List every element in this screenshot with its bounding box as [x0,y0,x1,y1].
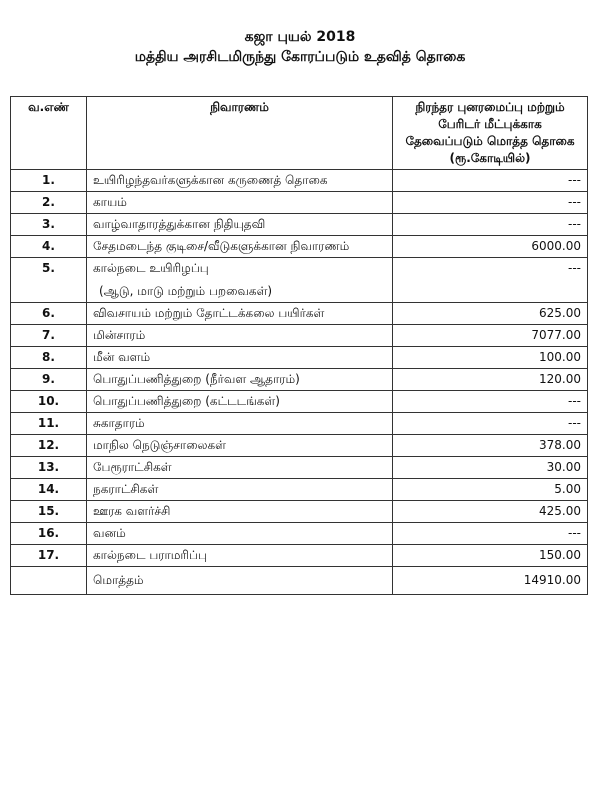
row-sno: 1. [11,170,87,192]
row-amount: --- [393,192,588,214]
row-description: மின்சாரம் [87,325,393,347]
row-description-note: (ஆடு, மாடு மற்றும் பறவைகள்) [99,284,273,298]
table-row [11,170,588,192]
table-row [11,545,588,567]
table-row [11,214,588,236]
row-amount: 100.00 [393,347,588,369]
row-sno: 17. [11,545,87,567]
row-amount: 5.00 [393,479,588,501]
row-sno: 11. [11,413,87,435]
row-description: மாநில நெடுஞ்சாலைகள் [87,435,393,457]
row-description: நகராட்சிகள் [87,479,393,501]
column-header-amount: நிரந்தர புனரமைப்பு மற்றும் பேரிடர் மீட்புக்காக தேவைப்படும் மொத்த தொகை (ரூ.கோடியில்) [393,97,588,170]
row-sno: 7. [11,325,87,347]
table-row [11,413,588,435]
row-sno: 8. [11,347,87,369]
row-description: மீன் வளம் [87,347,393,369]
row-amount: --- [393,258,588,303]
row-sno: 5. [11,258,87,303]
row-description: உயிரிழந்தவர்களுக்கான கருணைத் தொகை [87,170,393,192]
row-sno: 13. [11,457,87,479]
row-description: வனம் [87,523,393,545]
table-row [11,457,588,479]
row-description: சேதமடைந்த குடிசை/வீடுகளுக்கான நிவாரணம் [87,236,393,258]
total-row [11,567,588,595]
column-header-sno: வ.எண் [11,97,87,170]
row-description: காயம் [87,192,393,214]
table-row [11,303,588,325]
table-row [11,369,588,391]
relief-table [10,96,588,595]
table-row [11,236,588,258]
row-description: விவசாயம் மற்றும் தோட்டக்கலை பயிர்கள் [87,303,393,325]
row-amount: --- [393,214,588,236]
total-amount: 14910.00 [393,567,588,595]
table-row [11,501,588,523]
row-sno: 6. [11,303,87,325]
row-description: பொதுப்பணித்துறை (நீர்வள ஆதாரம்) [87,369,393,391]
table-row [11,325,588,347]
row-amount: --- [393,413,588,435]
table-header-row [11,97,588,170]
row-sno: 9. [11,369,87,391]
row-sno: 16. [11,523,87,545]
table-row [11,435,588,457]
row-description: வாழ்வாதாரத்துக்கான நிதியுதவி [87,214,393,236]
row-sno: 14. [11,479,87,501]
row-amount: 425.00 [393,501,588,523]
row-description: கால்நடை பராமரிப்பு [87,545,393,567]
row-sno: 15. [11,501,87,523]
row-amount: 120.00 [393,369,588,391]
table-row [11,479,588,501]
row-sno: 4. [11,236,87,258]
row-amount: --- [393,170,588,192]
page-header [0,28,600,66]
total-sno-empty [11,567,87,595]
page-title: கஜா புயல் 2018 [244,29,356,45]
row-description: பேரூராட்சிகள் [87,457,393,479]
row-sno: 2. [11,192,87,214]
row-description-cell [87,258,393,303]
table-row [11,391,588,413]
row-amount: 7077.00 [393,325,588,347]
column-header-description: நிவாரணம் [87,97,393,170]
table-row [11,523,588,545]
row-amount: 6000.00 [393,236,588,258]
total-label: மொத்தம் [87,567,393,595]
row-amount: 625.00 [393,303,588,325]
row-amount: --- [393,391,588,413]
row-sno: 12. [11,435,87,457]
row-amount: --- [393,523,588,545]
row-description: கால்நடை உயிரிழப்பு [93,261,209,275]
row-sno: 10. [11,391,87,413]
page-subtitle: மத்திய அரசிடமிருந்து கோரப்படும் உதவித் தொகை [134,49,466,65]
row-description: பொதுப்பணித்துறை (கட்டடங்கள்) [87,391,393,413]
row-sno: 3. [11,214,87,236]
table-row [11,347,588,369]
row-description: சுகாதாரம் [87,413,393,435]
row-amount: 378.00 [393,435,588,457]
row-amount: 150.00 [393,545,588,567]
table-row [11,258,588,303]
table-row [11,192,588,214]
row-description: ஊரக வளர்ச்சி [87,501,393,523]
row-amount: 30.00 [393,457,588,479]
